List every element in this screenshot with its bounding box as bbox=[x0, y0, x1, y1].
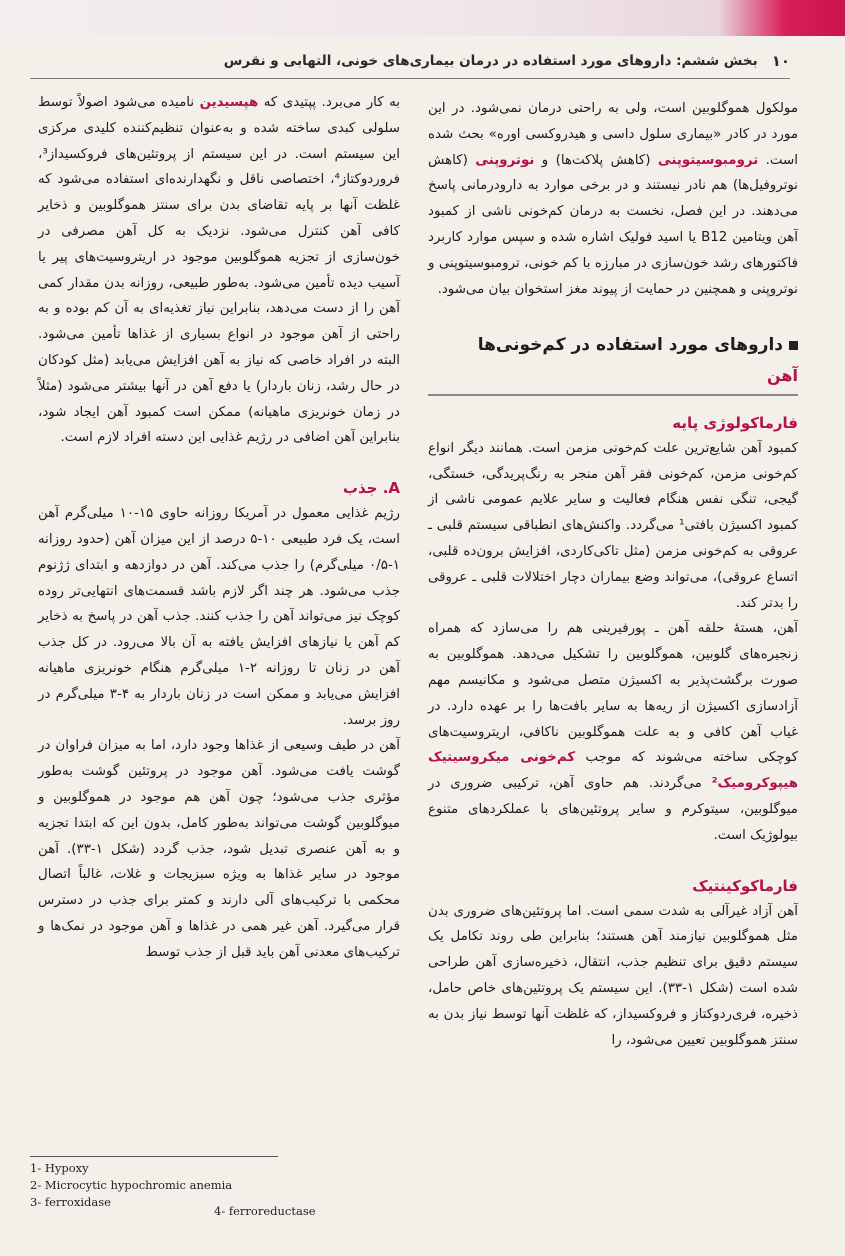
footnote-1: 1- Hypoxy bbox=[30, 1161, 89, 1175]
chapter-title: بخش ششم: داروهای مورد استفاده در درمان بیماری‌های خونی، التهابی و نقرس bbox=[223, 53, 758, 69]
paragraph: آهن در طیف وسیعی از غذاها وجود دارد، اما به میزان فراوان در گوشت یافت می‌شود. آهن موجود در پروتئین گوشت به‌طور مؤثری جذب می‌شود؛ چون آهن هم موجود در هموگلوبین و میوگلوبین گوشت می‌تواند به‌طور کامل، بدون این که ابتدا تجزیه و به آهن عنصری تبدیل شود، جذب گردد (شکل ۱-۳۳). آهن موجود در سایر غذاها به ویژه سبزیجات و غلات، غالباً اتصال محکمی با ترکیب‌های آلی دارند و کمتر برای جذب در دسترس قرار می‌گیرد. آهن غیر همی در غذاها و آهن موجود در نمک‌ها و ترکیب‌های معدنی آهن باید قبل از جذب توسط bbox=[38, 738, 400, 960]
top-accent-bar bbox=[0, 0, 845, 36]
paragraph: به کار می‌برد. پپتیدی که هپسیدین نامیده می‌شود اصولاً توسط سلولی کبدی ساخته شده و به‌عنوان تنظیم‌کننده کلیدی مرکزی این سیستم است. در این سیستم از پروتئین‌های فروکسیداز³، فروردوکتاز⁴، اختصاصی ناقل و نگهدارنده‌ای استفاده می‌شود که غلظت آنها بر پایه تقاضای بدن برای سنتز هموگلوبین و ذخایر کافی آهن کنترل می‌شود. نزدیک به کل آهن مصرفی در خون‌سازی از تجزیه هموگلوبین موجود در اریتروسیت‌های پیر یا آسیب دیده تأمین می‌شود. به‌طور طبیعی، روزانه بدن مقدار کمی آهن را از دست می‌دهد، بنابراین نیاز تغذیه‌ای به آن کم بوده و به راحتی از آهن موجود در انواع بسیاری از غذاها تأمین می‌شود. البته در افراد خاصی که نیاز به آهن افزایش می‌یابد (مثل کودکان در حال رشد، زنان باردار) یا دفع آهن در آنها بیشتر می‌شود (مثلاً در زمان خونریزی ماهیانه) ممکن است کمبود آهن ایجاد شود، بنابراین آهن اضافی در رژیم غذایی این دسته افراد لازم است. bbox=[38, 95, 400, 446]
footnote-divider bbox=[30, 1156, 278, 1157]
paragraph: آهن آزاد غیرآلی به شدت سمی است. اما پروتئین‌های ضروری بدن مثل هموگلوبین نیازمند آهن هستند؛ بنابراین طی روند تکامل یک سیستم دقیق برای تنظیم جذب، انتقال، ذخیره‌سازی آهن طراحی شده است (شکل ۱-۳۳). این سیستم یک پروتئین‌های خاص حامل، ذخیره، فری‌ردوکتاز و فروکسیداز، که غلظت آنها توسط نیاز بدن به سنتز هموگلوبین تعیین می‌شود، را bbox=[428, 903, 798, 1048]
paragraph: رژیم غذایی معمول در آمریکا روزانه حاوی ۱۵-۱۰ میلی‌گرم آهن است، یک فرد طبیعی ۱۰-۵ درصد از این میزان آهن (حدود روزانه ۱-۰/۵ میلی‌گرم) را جذب می‌کند. آهن در دوازدهه و ابتدای ژژنوم جذب می‌شود. هر چند اگر لازم باشد قسمت‌های انتهایی‌تر روده کوچک نیز می‌تواند آهن را جذب کنند. جذب آهن در پاسخ به ذخایر کم آهن یا نیازهای افزایش یافته به آن بالا می‌رود. در کل جذب آهن در زنان تا روزانه ۲-۱ میلی‌گرم هنگام خونریزی ماهیانه افزایش می‌یابد و ممکن است در زنان باردار به ۴-۳ میلی‌گرم در روز برسد. bbox=[38, 506, 400, 728]
paragraph: کمبود آهن شایع‌ترین علت کم‌خونی مزمن است. همانند دیگر انواع کم‌خونی مزمن، کم‌خونی فقر آهن منجر به رنگ‌پریدگی، خستگی، گیجی، تنگی نفس هنگام فعالیت و سایر علایم عمومی ناشی از کمبود اکسیژن بافتی¹ می‌گردد. واکنش‌های انطباقی سیستم قلبی ـ عروقی به کم‌خونی مزمن (مثل تاکی‌کاردی، افزایش برون‌ده قلبی، اتساع عروقی)، می‌تواند وضع بیماران دچار اختلالات قلبی ـ عروقی را بدتر کند. bbox=[428, 440, 798, 611]
section-divider bbox=[428, 394, 798, 396]
iron-heading: آهن bbox=[767, 366, 798, 386]
running-header bbox=[30, 44, 790, 79]
absorption-heading: A. جذب bbox=[342, 479, 400, 498]
footnote-2: 2- Microcytic hypochromic anemia bbox=[30, 1178, 233, 1192]
page-number: ۱۰ bbox=[771, 52, 790, 70]
intro-paragraph: مولکول هموگلوبین است، ولی به راحتی درمان نمی‌شود. در این مورد در کادر «بیماری سلول داسی و هیدروکسی اوره» بحث شده است. ترومبوسیتوپنی (کاهش پلاکت‌ها) و نوتروپنی (کاهش نوتروفیل‌ها) هم نادر نیستند و در برخی موارد به دارودرمانی پاسخ می‌دهند. در این فصل، نخست به درمان کم‌خونی ناشی از کمبود آهن ویتامین B12 یا اسید فولیک اشاره شده و سپس موارد کاربرد فاکتورهای رشد خون‌سازی در مبارزه با کم خونی، ترومبوسیتوپنی و نوتروپنی و همچنین در حمایت از پیوند مغز استخوان بیان می‌شود. bbox=[428, 101, 799, 297]
section-heading: داروهای مورد استفاده در کم‌خونی‌ها bbox=[428, 332, 798, 358]
footnote-3: 3- ferroxidase bbox=[30, 1195, 111, 1209]
term-thrombocytopenia: ترومبوسیتوپنی bbox=[657, 152, 759, 168]
pharmacokinetics-heading: فارماکوکینتیک bbox=[692, 876, 798, 895]
term-microcytic-anemia: کم‌خونی میکروسیتیک هیپوکرومیک² bbox=[428, 750, 798, 792]
term-neutropenia: نوتروپنی bbox=[475, 152, 535, 168]
square-bullet-icon bbox=[789, 341, 798, 350]
left-column bbox=[38, 90, 400, 966]
footnote-4: 4- ferroreductase bbox=[214, 1204, 316, 1218]
basic-pharmacology-heading: فارماکولوژی پایه bbox=[672, 413, 798, 432]
paragraph: آهن، هستهٔ حلقه آهن ـ پورفیرینی هم را می‌سازد که همراه زنجیره‌های گلوبین، هموگلوبین را تشکیل می‌دهد. هموگلوبین به صورت برگشت‌پذیر به اکسیژن متصل می‌شود و مکانیسم مهم آزادسازی اکسیژن از ریه‌ها به سایر بافت‌ها را بر عهده دارد. در غیاب آهن کافی و به علت هموگلوبین ناکافی، اریتروسیت‌های کوچکی ساخته می‌شوند که موجب کم‌خونی میکروسیتیک هیپوکرومیک² می‌گردند. هم حاوی آهن، ترکیبی ضروری در میوگلوبین، سیتوکرم و سایر پروتئین‌های با عملکردهای متنوع بیولوژیک است. bbox=[428, 621, 799, 843]
term-hepcidin: هپسیدین bbox=[199, 95, 259, 110]
right-column bbox=[428, 96, 798, 1053]
